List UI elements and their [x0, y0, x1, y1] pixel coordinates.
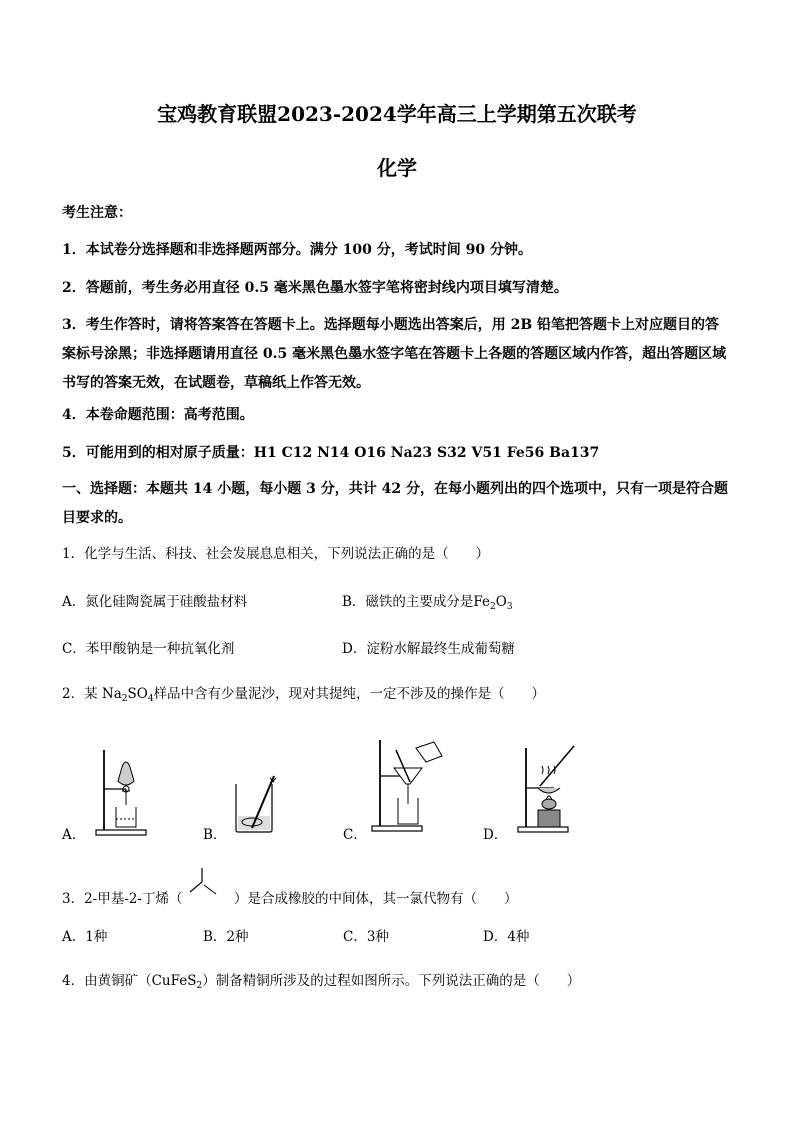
- q3-option-a: A．1种: [62, 929, 108, 945]
- q2-stem: 2．某 $Na_2SO_4$样品中含有少量泥沙，现对其提纯，一定不涉及的操作是（ ）: [62, 686, 546, 704]
- notice-item-3: 3．考生作答时，请将答案答在答题卡上。选择题每小题选出答案后，用 2B 铅笔把答题卡上对应题目的答案标号涂黑；非选择题请用直径 0.5 毫米黑色墨水签字笔在答题卡上各题的答题区域内作答，超出答题区域书写的答案无效，在试题卷，草稿纸上作答无效。: [62, 317, 727, 391]
- methylbutene-structure: [186, 864, 234, 900]
- q3-stem-pre: 3．2-甲基-2-丁烯（: [62, 891, 183, 907]
- notice-heading: 考生注意：: [62, 205, 132, 221]
- q1-option-a: A．氮化硅陶瓷属于硅酸盐材料: [62, 594, 248, 610]
- beaker-stirring-apparatus: [232, 772, 282, 834]
- evaporation-apparatus: [516, 744, 582, 834]
- subject-title: 化学: [377, 156, 417, 180]
- q2-label-b: B．: [203, 827, 227, 843]
- q3-stem-post: ）是合成橡胶的中间体，其一氯代物有（ ）: [234, 891, 518, 907]
- notice-item-2: 2．答题前，考生务必用直径 0.5 毫米黑色墨水签字笔将密封线内项目填写清楚。: [62, 280, 568, 296]
- notice-item-4: 4．本卷命题范围：高考范围。: [62, 407, 254, 423]
- q1-option-c: C．苯甲酸钠是一种抗氧化剂: [62, 641, 235, 657]
- filtration-apparatus: [370, 738, 450, 834]
- q1-option-d: D．淀粉水解最终生成葡萄糖: [342, 641, 515, 657]
- formula-cufes2: CuFeS$_2$: [151, 973, 203, 991]
- formula-na2so4: $Na_2SO_4$: [101, 686, 154, 704]
- formula-fe2o3: $Fe_2O_3$: [473, 594, 513, 612]
- q2-label-c: C．: [343, 827, 367, 843]
- q1-option-b: [342, 590, 513, 612]
- section-heading: 一、选择题：本题共 14 小题，每小题 3 分，共计 42 分，在每小题列出的四个选项中，只有一项是符合题目要求的。: [62, 481, 728, 526]
- notice-item-1: 1．本试卷分选择题和非选择题两部分。满分 100 分，考试时间 90 分钟。: [62, 242, 532, 258]
- q1-option-b-text: B．磁铁的主要成分是: [342, 594, 474, 610]
- notice-item-5: 5．可能用到的相对原子质量：H1 C12 N14 O16 Na23 S32 V51 Fe56 Ba137: [62, 445, 600, 461]
- separatory-funnel-apparatus: [94, 745, 154, 837]
- q3-option-b: B．2种: [203, 929, 249, 945]
- q3-option-c: C．3种: [343, 929, 389, 945]
- q2-label-d: D．: [483, 827, 508, 843]
- q1-stem: 1．化学与生活、科技、社会发展息息相关，下列说法正确的是（ ）: [62, 546, 490, 562]
- exam-title: 宝鸡教育联盟2023-2024学年高三上学期第五次联考: [157, 102, 637, 126]
- q3-option-d: D．4种: [483, 929, 530, 945]
- q2-label-a: A．: [62, 827, 86, 843]
- q4-stem: 4．由黄铜矿（CuFeS$_2$）制备精铜所涉及的过程如图所示。下列说法正确的是（ ）: [62, 973, 581, 991]
